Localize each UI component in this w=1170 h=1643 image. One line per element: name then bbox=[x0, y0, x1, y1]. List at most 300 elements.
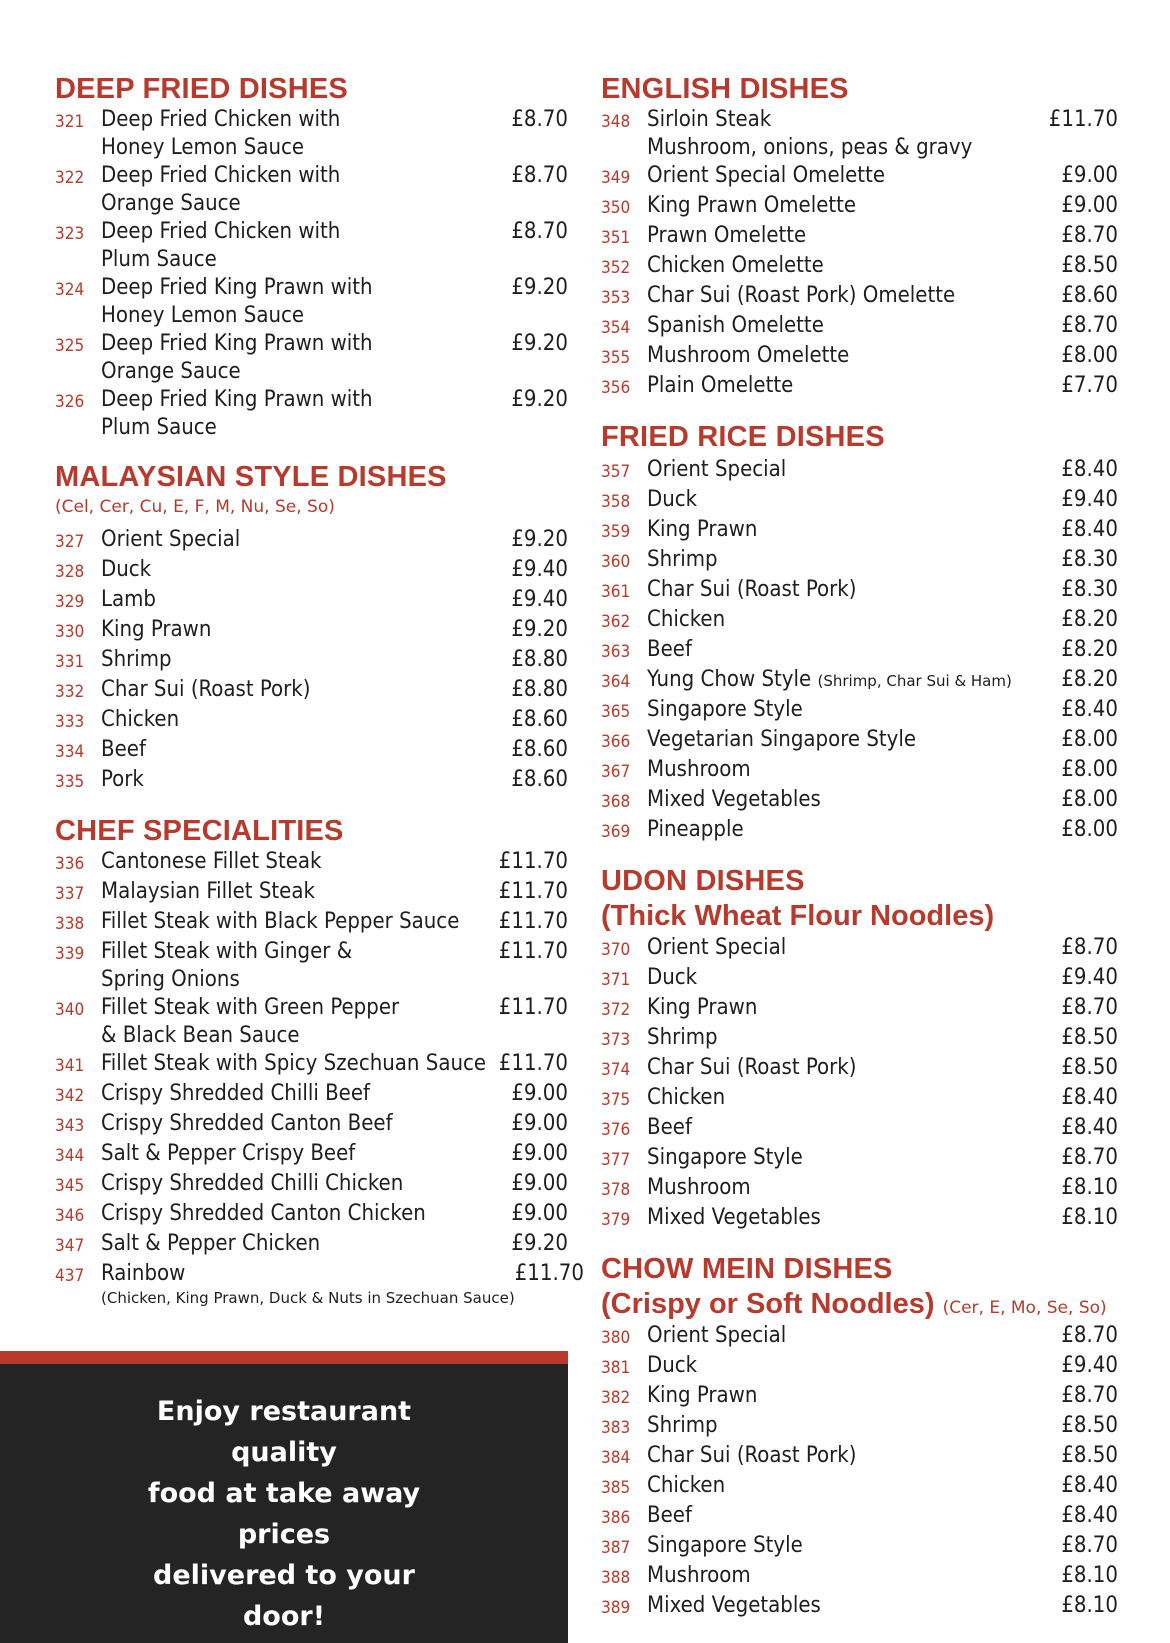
item-name-line: Mushroom, onions, peas & gravy bbox=[647, 135, 973, 160]
item-price: £8.70 bbox=[511, 219, 568, 244]
menu-list bbox=[55, 848, 584, 1308]
item-name bbox=[101, 556, 511, 586]
item-price: £8.60 bbox=[511, 737, 568, 762]
menu-list bbox=[55, 106, 568, 442]
item-name-line: Deep Fried Chicken with bbox=[101, 163, 341, 188]
menu-item bbox=[601, 666, 1118, 696]
menu-item bbox=[601, 486, 1118, 516]
item-number: 380 bbox=[601, 1328, 631, 1348]
item-name bbox=[647, 456, 1061, 486]
menu-item bbox=[601, 726, 1118, 756]
item-number: 357 bbox=[601, 462, 631, 482]
item-name bbox=[101, 1260, 515, 1308]
item-number: 373 bbox=[601, 1030, 631, 1050]
item-number: 344 bbox=[55, 1146, 85, 1166]
menu-item bbox=[55, 386, 568, 442]
item-price: £11.70 bbox=[498, 879, 568, 904]
item-price: £8.80 bbox=[511, 647, 568, 672]
menu-item bbox=[601, 372, 1118, 402]
menu-list bbox=[601, 934, 1118, 1234]
menu-item bbox=[55, 676, 568, 706]
item-number: 351 bbox=[601, 228, 631, 248]
item-price: £9.40 bbox=[1061, 487, 1118, 512]
item-name-line: Chicken Omelette bbox=[647, 253, 824, 278]
menu-item bbox=[601, 252, 1118, 282]
item-number: 385 bbox=[601, 1478, 631, 1498]
item-name bbox=[647, 1174, 1061, 1204]
item-price: £8.60 bbox=[1061, 283, 1118, 308]
item-price: £11.70 bbox=[498, 909, 568, 934]
item-price: £8.50 bbox=[1061, 1443, 1118, 1468]
item-number: 358 bbox=[601, 492, 631, 512]
item-name-line: Deep Fried King Prawn with bbox=[101, 387, 373, 412]
item-price: £8.70 bbox=[1061, 1383, 1118, 1408]
item-price: £9.20 bbox=[511, 617, 568, 642]
item-number: 367 bbox=[601, 762, 631, 782]
menu-item bbox=[55, 616, 568, 646]
item-price: £9.20 bbox=[511, 331, 568, 356]
menu-item bbox=[601, 1382, 1118, 1412]
item-name-line: Plum Sauce bbox=[101, 247, 217, 272]
item-name bbox=[647, 1084, 1061, 1114]
menu-item bbox=[55, 106, 568, 162]
item-price: £8.70 bbox=[1061, 1533, 1118, 1558]
menu-item bbox=[601, 1412, 1118, 1442]
item-name-line: Prawn Omelette bbox=[647, 223, 807, 248]
item-price: £8.60 bbox=[511, 767, 568, 792]
item-name bbox=[647, 934, 1061, 964]
item-name-text: Singapore Style bbox=[647, 697, 803, 722]
item-number: 365 bbox=[601, 702, 631, 722]
menu-item bbox=[601, 222, 1118, 252]
item-price: £8.50 bbox=[1061, 1055, 1118, 1080]
item-name-text: Shrimp bbox=[101, 647, 172, 672]
item-name-text: Duck bbox=[647, 487, 698, 512]
item-price: £9.40 bbox=[1061, 965, 1118, 990]
item-name-text: Char Sui (Roast Pork) bbox=[647, 1055, 857, 1080]
item-name-text: Shrimp bbox=[647, 1025, 718, 1050]
item-price: £8.00 bbox=[1061, 343, 1118, 368]
menu-item bbox=[601, 546, 1118, 576]
item-name-line: Deep Fried King Prawn with bbox=[101, 331, 373, 356]
menu-item bbox=[601, 1024, 1118, 1054]
item-name bbox=[647, 1502, 1061, 1532]
item-number: 361 bbox=[601, 582, 631, 602]
section-title-chef-specialities: CHEF SPECIALITIES bbox=[55, 815, 344, 847]
menu-item bbox=[55, 1200, 568, 1230]
item-price: £8.30 bbox=[1061, 577, 1118, 602]
item-name-line: Fillet Steak with Ginger & bbox=[101, 939, 353, 964]
menu-item bbox=[55, 736, 568, 766]
item-name bbox=[101, 1140, 511, 1170]
menu-list bbox=[601, 1322, 1118, 1622]
item-name bbox=[101, 908, 499, 938]
item-price: £9.20 bbox=[511, 387, 568, 412]
item-number: 333 bbox=[55, 712, 85, 732]
item-name-text: King Prawn bbox=[647, 995, 758, 1020]
menu-item bbox=[601, 106, 1118, 162]
item-name-text: Orient Special bbox=[647, 457, 787, 482]
item-number: 366 bbox=[601, 732, 631, 752]
item-price: £8.10 bbox=[1061, 1205, 1118, 1230]
item-price: £9.40 bbox=[511, 587, 568, 612]
item-name-text: Duck bbox=[647, 1353, 698, 1378]
menu-item bbox=[601, 1502, 1118, 1532]
item-price: £8.20 bbox=[1061, 667, 1118, 692]
item-name bbox=[647, 636, 1061, 666]
item-name-text: Char Sui (Roast Pork) bbox=[647, 1443, 857, 1468]
item-name-line: Rainbow bbox=[101, 1261, 186, 1286]
section-subtitle-udon: (Thick Wheat Flour Noodles) bbox=[601, 900, 995, 932]
section-title-malaysian: MALAYSIAN STYLE DISHES bbox=[55, 461, 447, 493]
item-name bbox=[647, 964, 1061, 994]
item-number: 348 bbox=[601, 112, 631, 132]
menu-item bbox=[601, 1562, 1118, 1592]
item-name-text: Mushroom bbox=[647, 757, 751, 782]
menu-item bbox=[601, 1174, 1118, 1204]
item-name bbox=[647, 1412, 1061, 1442]
item-name bbox=[647, 546, 1061, 576]
menu-list bbox=[601, 106, 1118, 402]
item-number: 359 bbox=[601, 522, 631, 542]
item-name-text: King Prawn bbox=[647, 1383, 758, 1408]
item-name-line: Crispy Shredded Chilli Beef bbox=[101, 1081, 371, 1106]
item-name-line: Honey Lemon Sauce bbox=[101, 303, 305, 328]
item-price: £9.40 bbox=[511, 557, 568, 582]
item-price: £8.60 bbox=[511, 707, 568, 732]
menu-item bbox=[55, 938, 568, 994]
item-name bbox=[647, 994, 1061, 1024]
item-number: 322 bbox=[55, 168, 85, 188]
item-name-text: Pork bbox=[101, 767, 144, 792]
item-number: 325 bbox=[55, 336, 85, 356]
item-number: 362 bbox=[601, 612, 631, 632]
item-number: 386 bbox=[601, 1508, 631, 1528]
item-price: £11.70 bbox=[514, 1261, 584, 1286]
item-number: 326 bbox=[55, 392, 85, 412]
item-name-line: Deep Fried Chicken with bbox=[101, 219, 341, 244]
item-number: 384 bbox=[601, 1448, 631, 1468]
item-name bbox=[101, 330, 511, 386]
item-name-text: Char Sui (Roast Pork) bbox=[647, 577, 857, 602]
menu-item bbox=[55, 1110, 568, 1140]
item-price: £8.50 bbox=[1061, 1025, 1118, 1050]
item-number: 353 bbox=[601, 288, 631, 308]
menu-item bbox=[55, 330, 568, 386]
menu-item bbox=[55, 526, 568, 556]
item-name-line: & Black Bean Sauce bbox=[101, 1023, 300, 1048]
item-name-text: Singapore Style bbox=[647, 1533, 803, 1558]
item-price: £8.40 bbox=[1061, 517, 1118, 542]
item-number: 381 bbox=[601, 1358, 631, 1378]
item-price: £8.70 bbox=[1061, 1323, 1118, 1348]
item-name-text: Mixed Vegetables bbox=[647, 787, 821, 812]
menu-item bbox=[601, 342, 1118, 372]
item-name-text: Chicken bbox=[647, 1085, 726, 1110]
item-price: £8.70 bbox=[1061, 935, 1118, 960]
item-name bbox=[647, 312, 1061, 342]
item-note: (Chicken, King Prawn, Duck & Nuts in Szechuan Sauce) bbox=[101, 1289, 515, 1307]
menu-item bbox=[601, 934, 1118, 964]
menu-item bbox=[55, 848, 568, 878]
item-name-line: Crispy Shredded Chilli Chicken bbox=[101, 1171, 404, 1196]
item-name bbox=[647, 516, 1061, 546]
item-number: 360 bbox=[601, 552, 631, 572]
item-name bbox=[647, 372, 1061, 402]
item-name bbox=[647, 1114, 1061, 1144]
item-price: £9.00 bbox=[511, 1081, 568, 1106]
allergen-info: (Cer, E, Mo, Se, So) bbox=[942, 1298, 1107, 1318]
item-number: 388 bbox=[601, 1568, 631, 1588]
item-name bbox=[101, 162, 511, 218]
menu-item bbox=[55, 994, 568, 1050]
menu-item bbox=[601, 1592, 1118, 1622]
item-name-text: Orient Special bbox=[101, 527, 241, 552]
item-number: 350 bbox=[601, 198, 631, 218]
item-price: £9.00 bbox=[511, 1171, 568, 1196]
item-price: £8.40 bbox=[1061, 1085, 1118, 1110]
menu-item bbox=[55, 218, 568, 274]
section-subtitle-chow-mein bbox=[601, 1286, 1118, 1322]
item-number: 324 bbox=[55, 280, 85, 300]
item-number: 328 bbox=[55, 562, 85, 582]
item-price: £9.00 bbox=[511, 1201, 568, 1226]
menu-item bbox=[55, 1080, 568, 1110]
item-number: 354 bbox=[601, 318, 631, 338]
item-price: £7.70 bbox=[1061, 373, 1118, 398]
item-name-text: Beef bbox=[647, 637, 692, 662]
item-name bbox=[101, 616, 511, 646]
item-price: £11.70 bbox=[498, 1051, 568, 1076]
item-price: £8.00 bbox=[1061, 757, 1118, 782]
item-name bbox=[101, 736, 511, 766]
item-name-text: Beef bbox=[647, 1503, 692, 1528]
item-name-line: Plum Sauce bbox=[101, 415, 217, 440]
item-name bbox=[647, 1442, 1061, 1472]
item-name bbox=[101, 676, 511, 706]
right-column bbox=[601, 72, 1118, 1622]
item-name-line: King Prawn Omelette bbox=[647, 193, 857, 218]
item-number: 323 bbox=[55, 224, 85, 244]
item-name bbox=[647, 1532, 1061, 1562]
item-name-line: Spring Onions bbox=[101, 967, 240, 992]
menu-item bbox=[601, 1054, 1118, 1084]
item-number: 375 bbox=[601, 1090, 631, 1110]
item-name bbox=[101, 706, 511, 736]
section-title-english: ENGLISH DISHES bbox=[601, 73, 849, 105]
item-price: £8.10 bbox=[1061, 1175, 1118, 1200]
menu-item bbox=[601, 456, 1118, 486]
menu-item bbox=[55, 1230, 568, 1260]
item-name bbox=[101, 386, 511, 442]
left-column bbox=[55, 72, 584, 1308]
item-name-line: Spanish Omelette bbox=[647, 313, 824, 338]
item-price: £11.70 bbox=[498, 849, 568, 874]
item-price: £8.70 bbox=[511, 107, 568, 132]
item-name-line: Plain Omelette bbox=[647, 373, 794, 398]
item-name-line: Orange Sauce bbox=[101, 191, 241, 216]
item-price: £8.70 bbox=[1061, 223, 1118, 248]
item-price: £9.00 bbox=[1061, 163, 1118, 188]
menu-item bbox=[601, 964, 1118, 994]
menu-item bbox=[55, 1050, 568, 1080]
item-number: 340 bbox=[55, 1000, 85, 1020]
item-name bbox=[647, 1024, 1061, 1054]
item-name-text: Orient Special bbox=[647, 935, 787, 960]
item-price: £8.70 bbox=[511, 163, 568, 188]
item-name bbox=[647, 342, 1061, 372]
item-name bbox=[647, 816, 1061, 846]
item-name bbox=[647, 786, 1061, 816]
item-number: 335 bbox=[55, 772, 85, 792]
menu-item bbox=[601, 282, 1118, 312]
item-number: 363 bbox=[601, 642, 631, 662]
item-name bbox=[101, 526, 511, 556]
item-number: 330 bbox=[55, 622, 85, 642]
item-name-text: Pineapple bbox=[647, 817, 744, 842]
item-name-line: Fillet Steak with Black Pepper Sauce bbox=[101, 909, 460, 934]
menu-item bbox=[601, 786, 1118, 816]
item-number: 382 bbox=[601, 1388, 631, 1408]
item-name-text: Lamb bbox=[101, 587, 156, 612]
menu-item bbox=[601, 192, 1118, 222]
menu-item bbox=[601, 576, 1118, 606]
menu-item bbox=[601, 312, 1118, 342]
item-number: 370 bbox=[601, 940, 631, 960]
item-price: £8.00 bbox=[1061, 787, 1118, 812]
item-price: £11.70 bbox=[498, 995, 568, 1020]
item-name bbox=[101, 1230, 511, 1260]
menu-item bbox=[601, 696, 1118, 726]
chow-mein-subtitle-text: (Crispy or Soft Noodles) bbox=[601, 1288, 935, 1320]
item-price: £8.70 bbox=[1061, 313, 1118, 338]
menu-item bbox=[601, 1472, 1118, 1502]
menu-list bbox=[601, 456, 1118, 846]
item-name-text: King Prawn bbox=[647, 517, 758, 542]
menu-item bbox=[601, 606, 1118, 636]
menu-item bbox=[55, 908, 568, 938]
item-name bbox=[647, 1352, 1061, 1382]
item-name bbox=[647, 696, 1061, 726]
item-price: £8.40 bbox=[1061, 457, 1118, 482]
item-name-text: King Prawn bbox=[101, 617, 212, 642]
item-name bbox=[647, 606, 1061, 636]
item-name bbox=[647, 1562, 1061, 1592]
item-name bbox=[647, 162, 1061, 192]
item-price: £11.70 bbox=[498, 939, 568, 964]
item-name-line: Orient Special Omelette bbox=[647, 163, 886, 188]
item-number: 372 bbox=[601, 1000, 631, 1020]
menu-item bbox=[55, 1140, 568, 1170]
item-name-text: Orient Special bbox=[647, 1323, 787, 1348]
item-name bbox=[647, 1382, 1061, 1412]
item-number: 347 bbox=[55, 1236, 85, 1256]
item-name-line: Deep Fried King Prawn with bbox=[101, 275, 373, 300]
item-name-text: Shrimp bbox=[647, 547, 718, 572]
item-name bbox=[101, 646, 511, 676]
promo-line: food at take away prices bbox=[147, 1477, 421, 1550]
item-number: 383 bbox=[601, 1418, 631, 1438]
item-price: £8.10 bbox=[1061, 1563, 1118, 1588]
item-name-line: Salt & Pepper Crispy Beef bbox=[101, 1141, 356, 1166]
item-name bbox=[101, 1200, 511, 1230]
menu-item bbox=[55, 274, 568, 330]
item-name-text: Mushroom bbox=[647, 1563, 751, 1588]
section-title-fried-rice: FRIED RICE DISHES bbox=[601, 421, 885, 453]
item-price: £8.40 bbox=[1061, 1115, 1118, 1140]
menu-item bbox=[601, 1204, 1118, 1234]
item-name bbox=[101, 766, 511, 796]
item-name bbox=[647, 576, 1061, 606]
item-number: 338 bbox=[55, 914, 85, 934]
item-name bbox=[647, 726, 1061, 756]
item-name bbox=[647, 192, 1061, 222]
item-name bbox=[647, 282, 1061, 312]
item-number: 349 bbox=[601, 168, 631, 188]
item-number: 437 bbox=[55, 1266, 85, 1286]
item-name-line: Crispy Shredded Canton Beef bbox=[101, 1111, 393, 1136]
item-name-text: Duck bbox=[101, 557, 152, 582]
menu-item bbox=[55, 586, 568, 616]
item-name bbox=[101, 106, 511, 162]
item-number: 368 bbox=[601, 792, 631, 812]
item-price: £8.40 bbox=[1061, 697, 1118, 722]
menu-item bbox=[601, 1084, 1118, 1114]
item-number: 336 bbox=[55, 854, 85, 874]
item-number: 374 bbox=[601, 1060, 631, 1080]
item-price: £8.20 bbox=[1061, 607, 1118, 632]
item-name-text: Mixed Vegetables bbox=[647, 1205, 821, 1230]
item-name bbox=[101, 218, 511, 274]
item-name-text: Shrimp bbox=[647, 1413, 718, 1438]
item-name bbox=[101, 1080, 511, 1110]
item-price: £9.20 bbox=[511, 1231, 568, 1256]
item-name-line: Cantonese Fillet Steak bbox=[101, 849, 322, 874]
promo-accent-bar bbox=[0, 1351, 568, 1364]
item-number: 352 bbox=[601, 258, 631, 278]
item-name bbox=[101, 586, 511, 616]
item-number: 346 bbox=[55, 1206, 85, 1226]
item-price: £9.40 bbox=[1061, 1353, 1118, 1378]
item-subnote: (Shrimp, Char Sui & Ham) bbox=[817, 672, 1012, 690]
item-price: £9.20 bbox=[511, 527, 568, 552]
section-title-udon: UDON DISHES bbox=[601, 865, 805, 897]
item-name bbox=[647, 1472, 1061, 1502]
item-price: £8.40 bbox=[1061, 1503, 1118, 1528]
item-name-text: Chicken bbox=[647, 607, 726, 632]
item-price: £9.00 bbox=[511, 1141, 568, 1166]
item-number: 342 bbox=[55, 1086, 85, 1106]
item-price: £8.30 bbox=[1061, 547, 1118, 572]
item-name bbox=[647, 106, 1049, 162]
item-name bbox=[101, 1170, 511, 1200]
item-name-line: Malaysian Fillet Steak bbox=[101, 879, 315, 904]
item-number: 345 bbox=[55, 1176, 85, 1196]
menu-item bbox=[55, 646, 568, 676]
item-name-text: Vegetarian Singapore Style bbox=[647, 727, 917, 752]
item-name bbox=[647, 486, 1061, 516]
item-name-text: Beef bbox=[101, 737, 146, 762]
item-name-text: Chicken bbox=[101, 707, 180, 732]
menu-item bbox=[55, 1260, 584, 1308]
item-number: 379 bbox=[601, 1210, 631, 1230]
item-price: £8.10 bbox=[1061, 1593, 1118, 1618]
item-number: 378 bbox=[601, 1180, 631, 1200]
item-name-line: Char Sui (Roast Pork) Omelette bbox=[647, 283, 956, 308]
item-name-line: Salt & Pepper Chicken bbox=[101, 1231, 321, 1256]
item-price: £9.00 bbox=[1061, 193, 1118, 218]
item-price: £11.70 bbox=[1048, 107, 1118, 132]
